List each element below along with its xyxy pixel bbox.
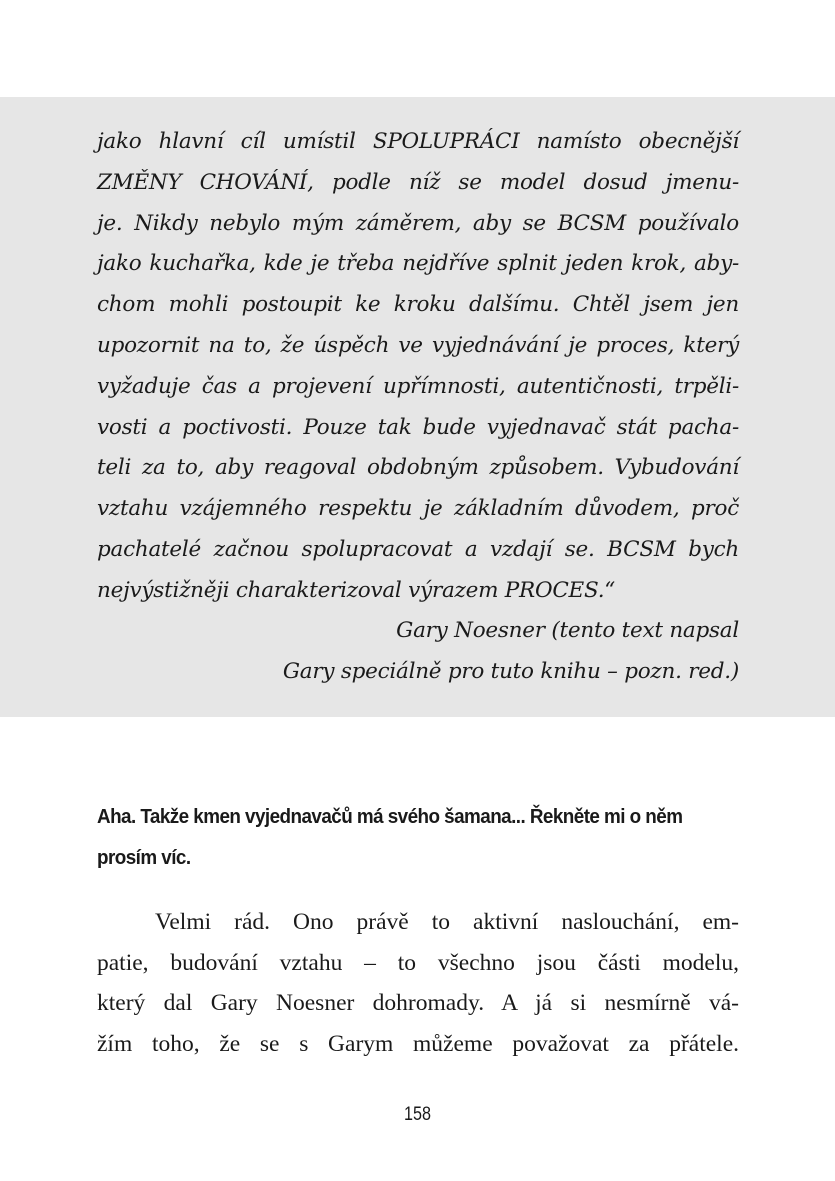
quote-line: ZMĚNY CHOVÁNÍ, podle níž se model dosud jmenu- <box>97 169 739 195</box>
quote-attribution <box>97 611 739 693</box>
quote-line: upozornit na to, že úspěch ve vyjednávání je proces, který <box>97 332 739 358</box>
quote-line: vyžaduje čas a projevení upřímnosti, autentičnosti, trpěli- <box>97 373 739 399</box>
quote-line: vosti a poctivosti. Pouze tak bude vyjednavač stát pacha- <box>97 414 739 440</box>
answer-line: žím toho, že se s Garym můžeme považovat za přátele. <box>97 1030 739 1057</box>
page-number: 158 <box>404 1104 431 1125</box>
answer-line: patie, budování vztahu – to všechno jsou části modelu, <box>97 949 739 976</box>
attribution-line: Gary Noesner (tento text napsal <box>396 618 739 643</box>
quote-line: chom mohli postoupit ke kroku dalšímu. Chtěl jsem jen <box>97 292 739 318</box>
quote-line: nejvýstižněji charakterizoval výrazem PROCES.“ <box>97 577 616 603</box>
question-line: prosím víc. <box>97 846 191 869</box>
quote-line: jako kuchařka, kde je třeba nejdříve splnit jeden krok, aby- <box>97 251 739 277</box>
answer-line: který dal Gary Noesner dohromady. A já si nesmírně vá- <box>97 990 739 1016</box>
answer-line: Velmi rád. Ono právě to aktivní naslouchání, em- <box>155 909 739 935</box>
question-line: Aha. Takže kmen vyjednavačů má svého šamana... Řekněte mi o něm <box>97 805 683 828</box>
quote-line: pachatelé začnou spolupracovat a vzdají se. BCSM bych <box>97 536 739 562</box>
interview-question <box>97 796 688 878</box>
attribution-line: Gary speciálně pro tuto knihu – pozn. red.) <box>282 658 739 684</box>
quote-line: je. Nikdy nebylo mým záměrem, aby se BCSM používalo <box>97 210 739 236</box>
interview-answer <box>97 902 739 1064</box>
quote-line: vztahu vzájemného respektu je základním důvodem, proč <box>97 496 739 522</box>
quote-text <box>97 122 739 612</box>
quote-line: jako hlavní cíl umístil SPOLUPRÁCI namísto obecnější <box>97 129 739 154</box>
quote-line: teli za to, aby reagoval obdobným způsobem. Vybudování <box>97 455 739 481</box>
